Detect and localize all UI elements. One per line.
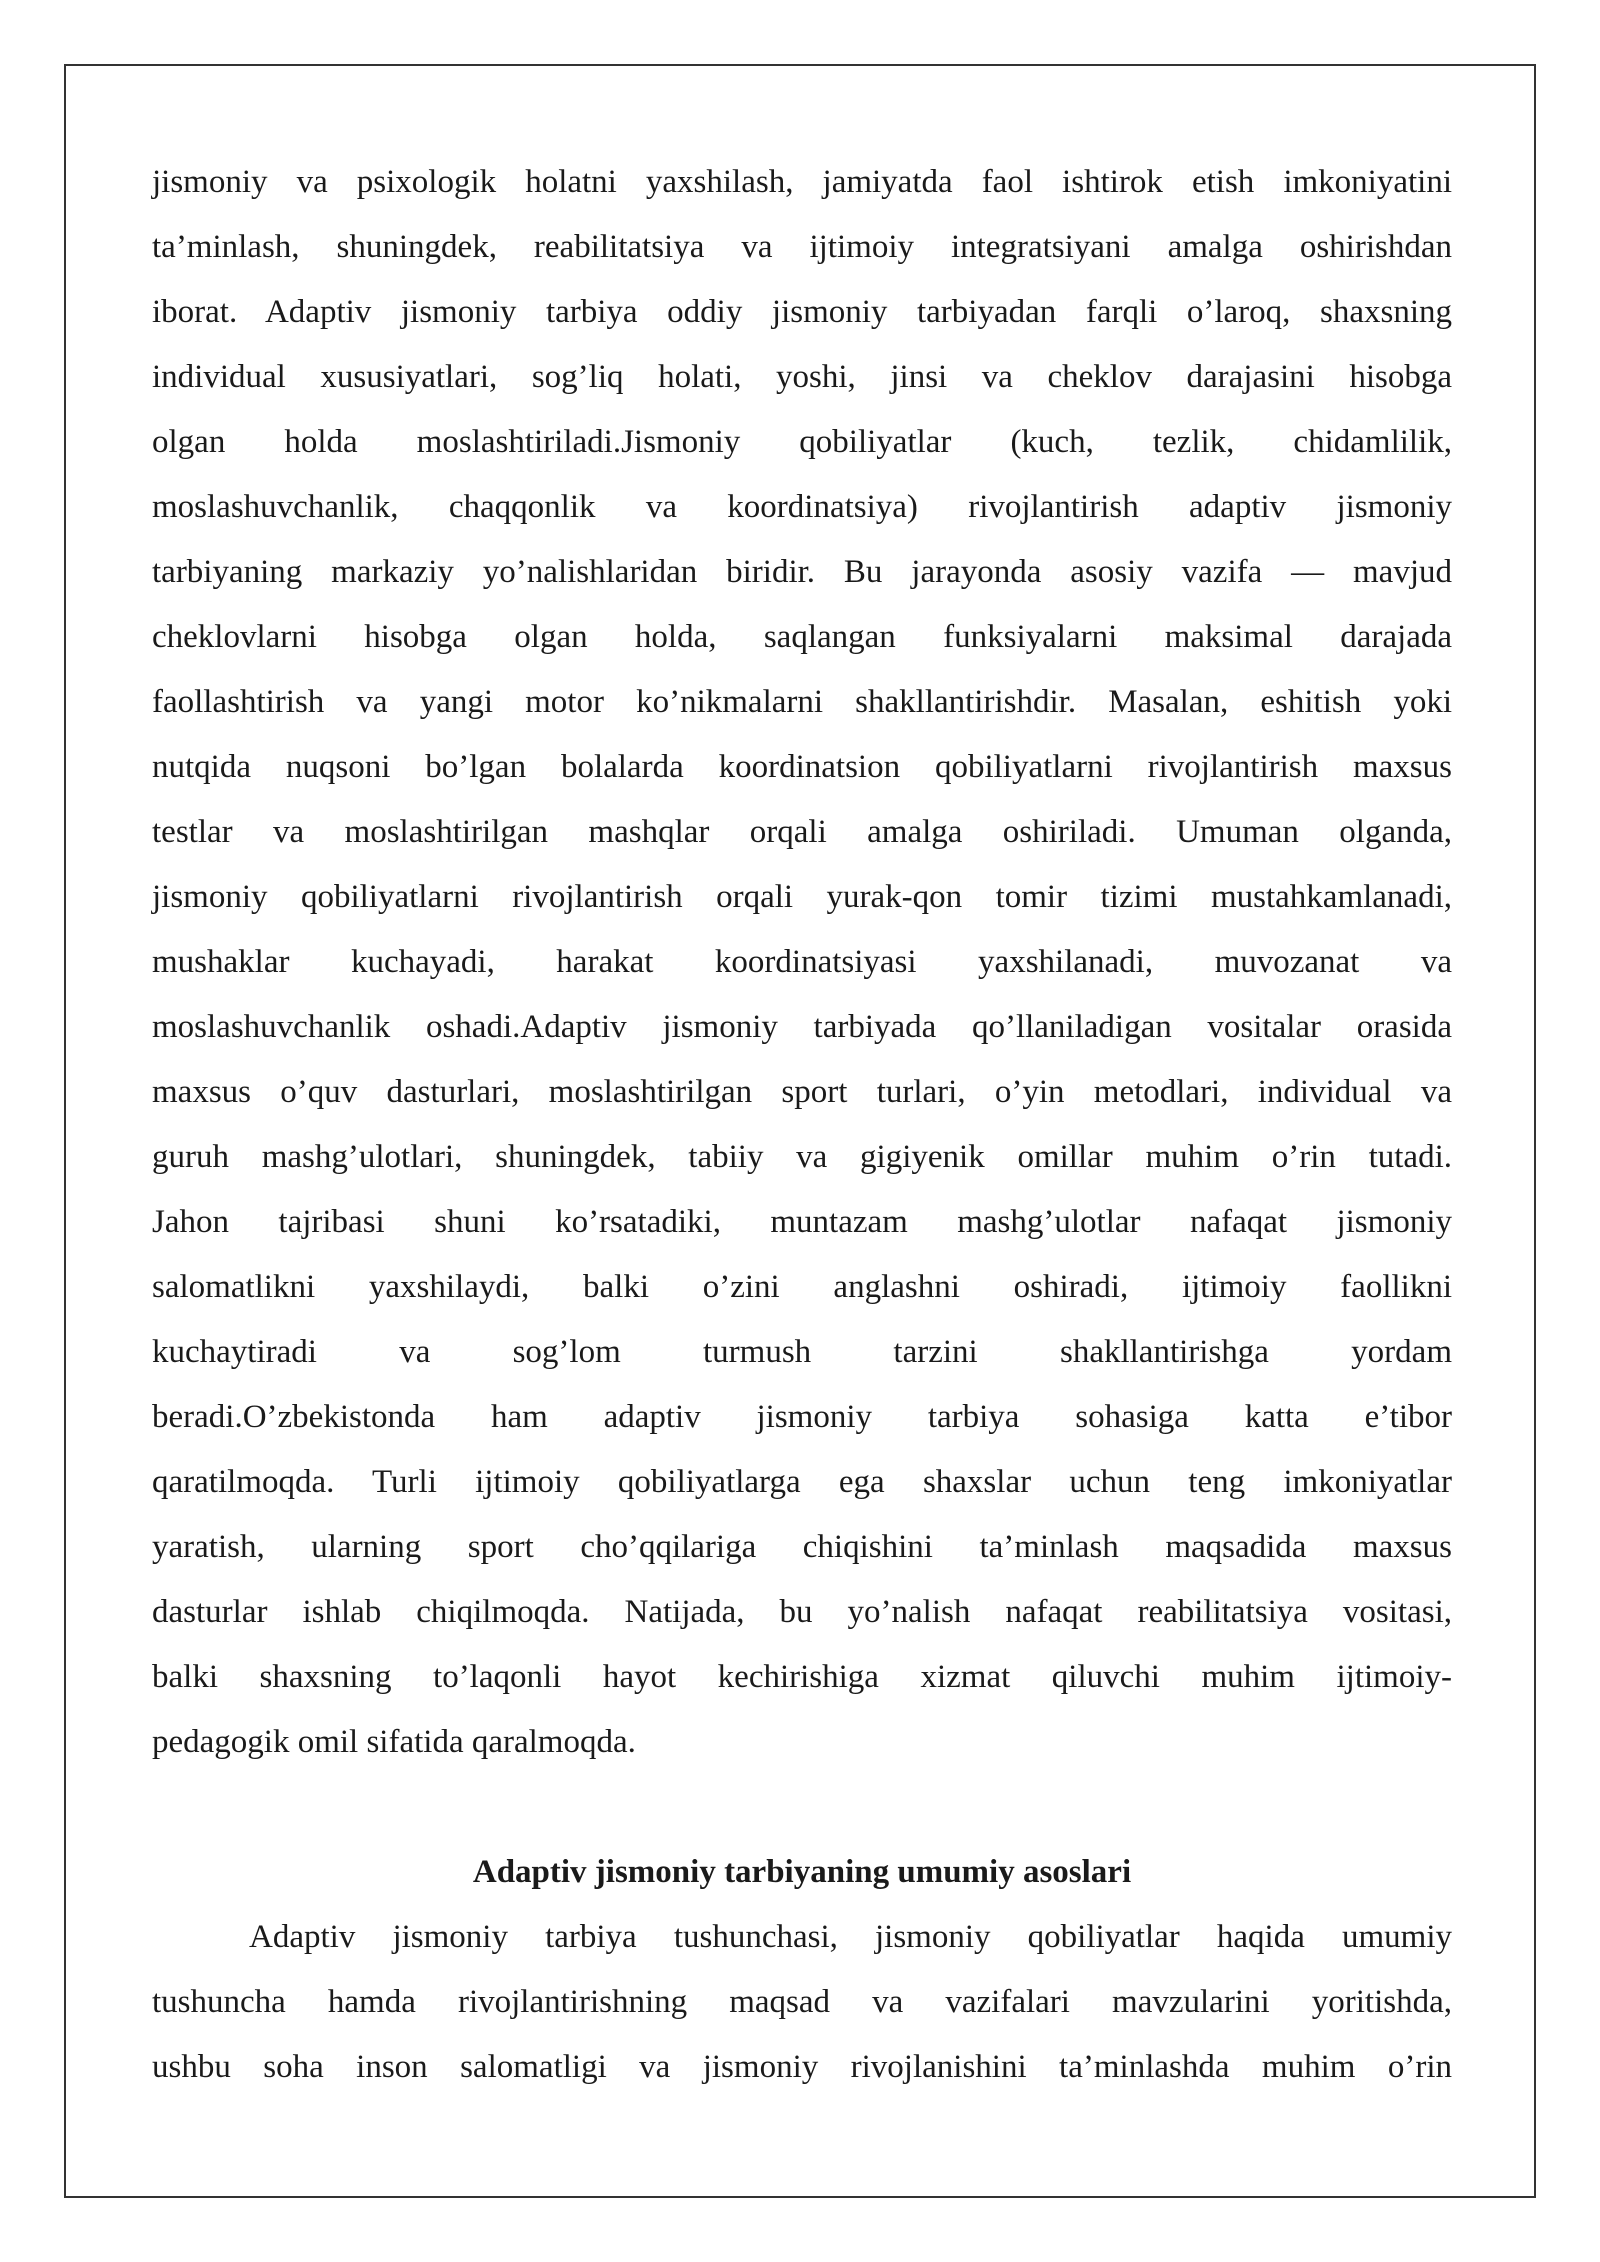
text-line: faollashtirish va yangi motor ko’nikmalarni shakllantirishdir. Masalan, eshitish yoki	[152, 684, 1452, 720]
text-line: ta’minlash, shuningdek, reabilitatsiya va ijtimoiy integratsiyani amalga oshirishdan	[152, 229, 1452, 265]
text-line: mushaklar kuchayadi, harakat koordinatsiyasi yaxshilanadi, muvozanat va	[152, 944, 1452, 980]
text-line: moslashuvchanlik, chaqqonlik va koordinatsiya) rivojlantirish adaptiv jismoniy	[152, 489, 1452, 525]
text-line: testlar va moslashtirilgan mashqlar orqali amalga oshiriladi. Umuman olganda,	[152, 814, 1452, 850]
text-line: tushuncha hamda rivojlantirishning maqsad va vazifalari mavzularini yoritishda,	[152, 1984, 1452, 2020]
text-line: kuchaytiradi va sog’lom turmush tarzini shakllantirishga yordam	[152, 1334, 1452, 1370]
text-line: Adaptiv jismoniy tarbiya tushunchasi, jismoniy qobiliyatlar haqida umumiy	[249, 1919, 1452, 1955]
text-line: nutqida nuqsoni bo’lgan bolalarda koordinatsion qobiliyatlarni rivojlantirish maxsus	[152, 749, 1452, 785]
text-line: tarbiyaning markaziy yo’nalishlaridan biridir. Bu jarayonda asosiy vazifa — mavjud	[152, 554, 1452, 590]
text-line: Jahon tajribasi shuni ko’rsatadiki, muntazam mashg’ulotlar nafaqat jismoniy	[152, 1204, 1452, 1240]
text-line: iborat. Adaptiv jismoniy tarbiya oddiy jismoniy tarbiyadan farqli o’laroq, shaxsning	[152, 294, 1452, 330]
text-line: jismoniy qobiliyatlarni rivojlantirish orqali yurak-qon tomir tizimi mustahkamlanadi,	[152, 879, 1452, 915]
text-line: yaratish, ularning sport cho’qqilariga chiqishini ta’minlash maqsadida maxsus	[152, 1529, 1452, 1565]
section-heading: Adaptiv jismoniy tarbiyaning umumiy asoslari	[472, 1854, 1132, 1890]
paragraph-2	[152, 1905, 1452, 2100]
text-line: balki shaxsning to’laqonli hayot kechirishiga xizmat qiluvchi muhim ijtimoiy-	[152, 1659, 1452, 1695]
text-line: cheklovlarni hisobga olgan holda, saqlangan funksiyalarni maksimal darajada	[152, 619, 1452, 655]
text-line: individual xususiyatlari, sog’liq holati, yoshi, jinsi va cheklov darajasini hisobga	[152, 359, 1452, 395]
text-line: moslashuvchanlik oshadi.Adaptiv jismoniy tarbiyada qo’llaniladigan vositalar orasida	[152, 1009, 1452, 1045]
paragraph-spacer	[152, 1775, 1452, 1840]
text-line: guruh mashg’ulotlari, shuningdek, tabiiy va gigiyenik omillar muhim o’rin tutadi.	[152, 1139, 1452, 1175]
text-line: qaratilmoqda. Turli ijtimoiy qobiliyatlarga ega shaxslar uchun teng imkoniyatlar	[152, 1464, 1452, 1500]
text-line: olgan holda moslashtiriladi.Jismoniy qobiliyatlar (kuch, tezlik, chidamlilik,	[152, 424, 1452, 460]
text-line: jismoniy va psixologik holatni yaxshilash, jamiyatda faol ishtirok etish imkoniyatini	[152, 164, 1452, 200]
paragraph-1	[152, 150, 1452, 1775]
text-line: pedagogik omil sifatida qaralmoqda.	[152, 1724, 636, 1760]
text-line: salomatlikni yaxshilaydi, balki o’zini anglashni oshiradi, ijtimoiy faollikni	[152, 1269, 1452, 1305]
document-body	[152, 150, 1452, 2100]
text-line: maxsus o’quv dasturlari, moslashtirilgan sport turlari, o’yin metodlari, individual va	[152, 1074, 1452, 1110]
text-line: dasturlar ishlab chiqilmoqda. Natijada, bu yo’nalish nafaqat reabilitatsiya vositasi,	[152, 1594, 1452, 1630]
text-line: ushbu soha inson salomatligi va jismoniy rivojlanishini ta’minlashda muhim o’rin	[152, 2049, 1452, 2085]
text-line: beradi.O’zbekistonda ham adaptiv jismoniy tarbiya sohasiga katta e’tibor	[152, 1399, 1452, 1435]
